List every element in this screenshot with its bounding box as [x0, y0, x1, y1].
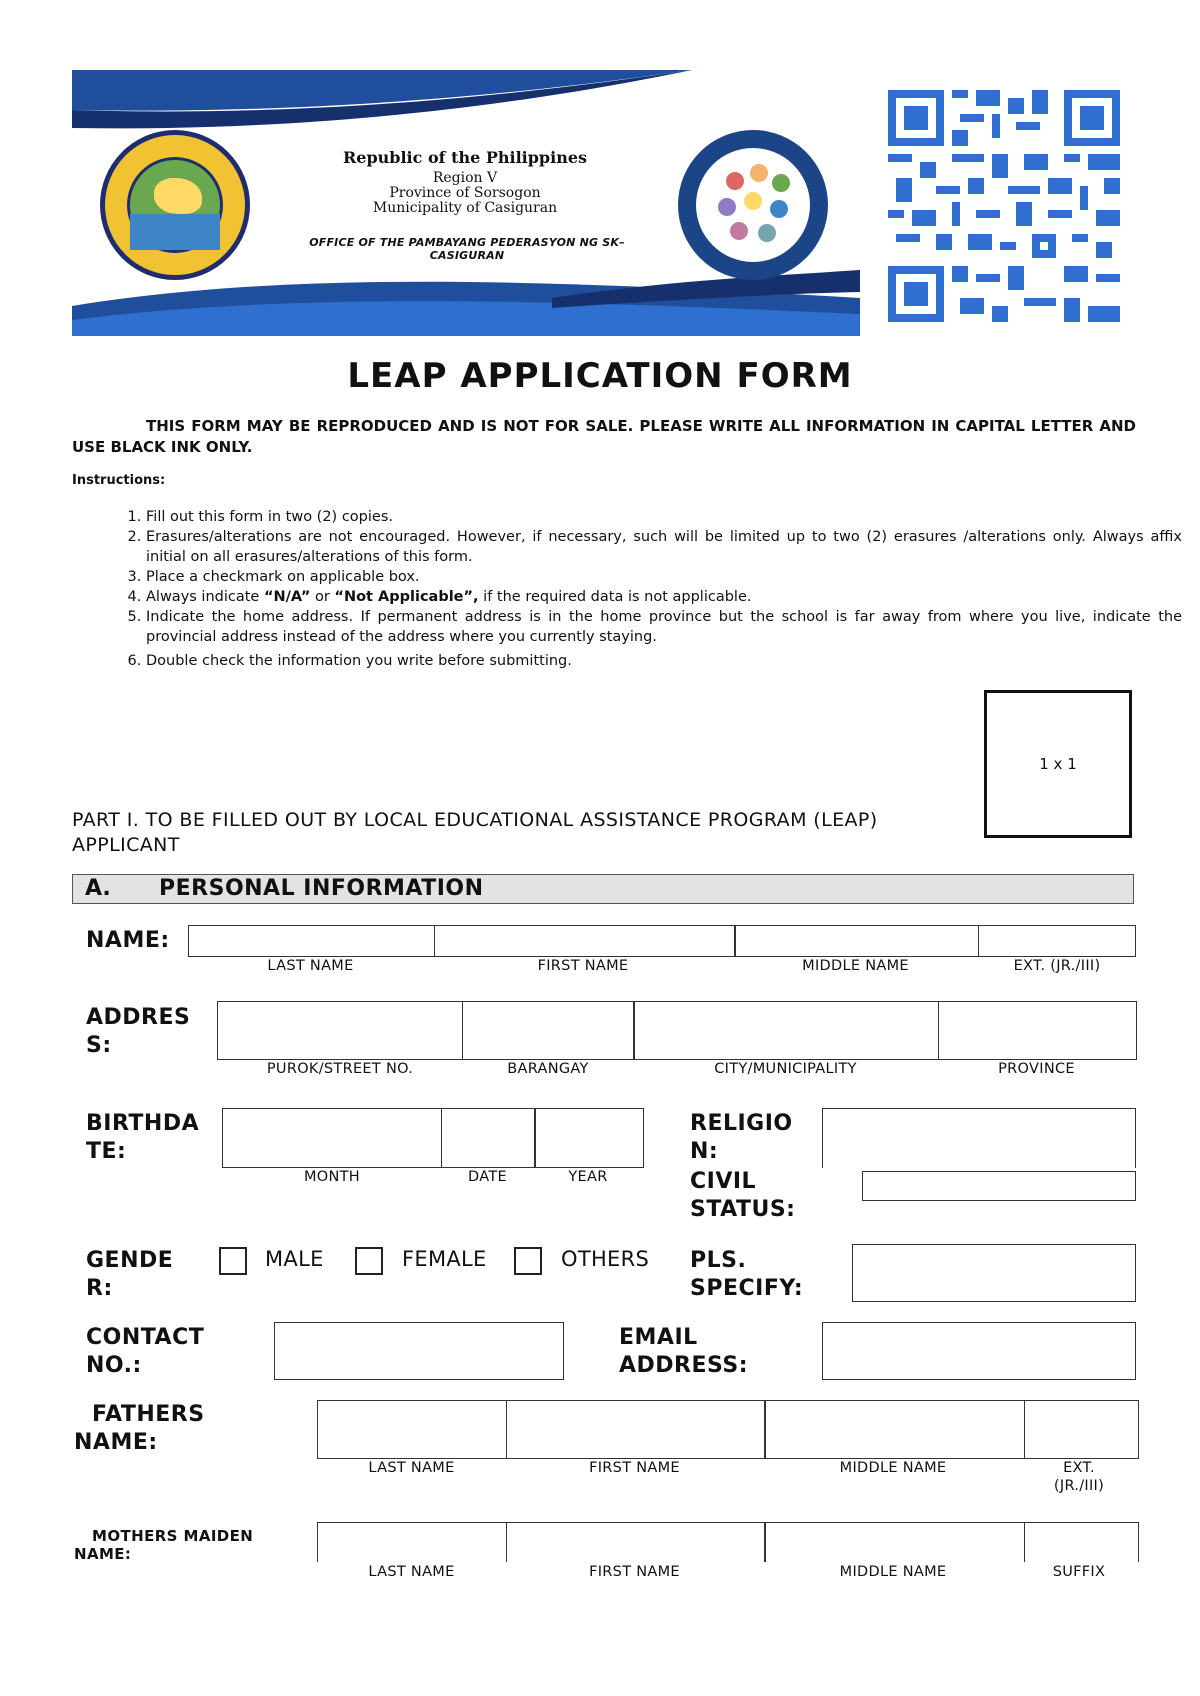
- header-municipality: Municipality of Casiguran: [372, 200, 558, 216]
- mother-last-name-field[interactable]: [317, 1522, 507, 1562]
- gender-option-label: OTHERS: [561, 1247, 650, 1271]
- address-fields: [217, 1001, 1137, 1060]
- address-label-line: ADDRES: [86, 1005, 191, 1030]
- birthdate-label-line: BIRTHDA: [86, 1111, 200, 1136]
- father-first-name-field[interactable]: [506, 1400, 766, 1459]
- instruction-item: 5. Indicate the home address. If permanent address is in the home province but the school is far away from where you live, indicate the provincial address instead of the address where you currently staying.: [146, 607, 1182, 647]
- sub-label: MIDDLE NAME: [839, 1564, 947, 1580]
- first-name-field[interactable]: [434, 925, 736, 957]
- religion-label-line: RELIGIO: [690, 1111, 793, 1136]
- birth-date-field[interactable]: [441, 1108, 536, 1168]
- gender-others-checkbox[interactable]: [514, 1247, 542, 1275]
- mother-first-name-field[interactable]: [506, 1522, 766, 1562]
- contact-label-line: CONTACT: [86, 1325, 205, 1350]
- religion-label-line: N:: [690, 1139, 719, 1164]
- header-province: Province of Sorsogon: [389, 185, 541, 201]
- birth-year-field[interactable]: [534, 1108, 644, 1168]
- photo-box[interactable]: [984, 690, 1132, 838]
- header-region: Region V: [432, 170, 498, 186]
- form-title: LEAP APPLICATION FORM: [347, 356, 853, 396]
- email-label-line: ADDRESS:: [619, 1353, 749, 1378]
- instruction-4-or: or: [310, 589, 335, 605]
- specify-label: [690, 1247, 803, 1303]
- sub-label: PUROK/STREET NO.: [266, 1061, 414, 1077]
- section-a-letter: A.: [85, 876, 111, 901]
- religion-field[interactable]: [822, 1108, 1136, 1168]
- photo-label: 1 x 1: [1039, 755, 1077, 773]
- contact-label-line: NO.:: [86, 1353, 142, 1378]
- name-ext-field[interactable]: [978, 925, 1136, 957]
- civil-status-label-line: CIVIL: [690, 1169, 757, 1194]
- sub-label: EXT. (JR./III): [1013, 958, 1101, 974]
- province-field[interactable]: [938, 1001, 1137, 1060]
- sk-federation-seal-logo: [678, 130, 828, 280]
- city-municipality-field[interactable]: [633, 1001, 939, 1060]
- section-a-header: [72, 874, 1134, 904]
- mother-middle-name-field[interactable]: [764, 1522, 1025, 1562]
- father-name-fields: [317, 1400, 1139, 1459]
- instruction-item: 6. Double check the information you write before submitting.: [146, 651, 1182, 671]
- father-ext-field[interactable]: [1024, 1400, 1139, 1459]
- mother-label-line: MOTHERS MAIDEN: [92, 1527, 254, 1545]
- gender-male-checkbox[interactable]: [219, 1247, 247, 1275]
- address-label: [86, 1004, 190, 1060]
- gender-option-label: MALE: [265, 1247, 324, 1271]
- gender-label-line: R:: [86, 1276, 113, 1301]
- instruction-4-rest: if the required data is not applicable.: [483, 589, 752, 605]
- mother-label-line: NAME:: [74, 1545, 132, 1563]
- mother-suffix-field[interactable]: [1024, 1522, 1139, 1562]
- barangay-field[interactable]: [462, 1001, 635, 1060]
- sub-label: FIRST NAME: [589, 1564, 680, 1580]
- qr-code-icon: [888, 90, 1120, 322]
- email-label-line: EMAIL: [619, 1325, 698, 1350]
- gender-female-checkbox[interactable]: [355, 1247, 383, 1275]
- sub-label: LAST NAME: [267, 958, 354, 974]
- sub-label: FIRST NAME: [537, 958, 629, 974]
- religion-label: [690, 1110, 793, 1166]
- father-middle-name-field[interactable]: [764, 1400, 1025, 1459]
- father-last-name-field[interactable]: [317, 1400, 507, 1459]
- name-fields: [188, 925, 1136, 957]
- sub-label: MIDDLE NAME: [802, 958, 909, 974]
- sub-label: EXT.: [1063, 1460, 1095, 1476]
- birthdate-label: [86, 1110, 199, 1166]
- instruction-4-prefix: Always indicate: [146, 589, 264, 605]
- sub-label: LAST NAME: [368, 1460, 455, 1476]
- sub-label: MONTH: [303, 1169, 361, 1185]
- father-label-line: FATHERS: [92, 1402, 205, 1427]
- instruction-4-not-applicable: “Not Applicable”,: [334, 589, 479, 605]
- gender-label-line: GENDE: [86, 1248, 174, 1273]
- header-office: OFFICE OF THE PAMBAYANG PEDERASYON NG SK–CASIGURAN: [309, 236, 625, 262]
- sub-label: BARANGAY: [507, 1061, 589, 1077]
- birthdate-fields: [222, 1108, 644, 1168]
- sub-label: MIDDLE NAME: [839, 1460, 947, 1476]
- sub-label: DATE: [468, 1169, 507, 1185]
- header-republic: Republic of the Philippines: [342, 148, 588, 167]
- address-label-line: S:: [86, 1033, 112, 1058]
- municipality-seal-logo: [100, 130, 250, 280]
- birth-month-field[interactable]: [222, 1108, 442, 1168]
- instruction-item: [146, 587, 1182, 607]
- sub-label: FIRST NAME: [589, 1460, 680, 1476]
- instructions-title: Instructions:: [72, 473, 166, 488]
- instruction-4-na: “N/A”: [263, 589, 311, 605]
- contact-number-field[interactable]: [274, 1322, 564, 1380]
- email-address-field[interactable]: [822, 1322, 1136, 1380]
- last-name-field[interactable]: [188, 925, 435, 957]
- form-notice: THIS FORM MAY BE REPRODUCED AND IS NOT FOR SALE. PLEASE WRITE ALL INFORMATION IN CAPITAL LETTER AND USE BLACK INK ONLY.: [72, 417, 1136, 456]
- contact-label: [86, 1324, 204, 1380]
- sub-label: SUFFIX: [1052, 1564, 1106, 1580]
- civil-status-label: [690, 1168, 795, 1224]
- mother-name-label: [74, 1527, 253, 1563]
- sub-label: (JR./III): [1053, 1478, 1105, 1494]
- gender-label: [86, 1247, 173, 1303]
- sub-label: PROVINCE: [998, 1061, 1075, 1077]
- middle-name-field[interactable]: [734, 925, 979, 957]
- instruction-item: 1. Fill out this form in two (2) copies.: [146, 507, 1182, 527]
- section-a-title: PERSONAL INFORMATION: [159, 876, 484, 901]
- instruction-item: 2. Erasures/alterations are not encouraged. However, if necessary, such will be limited up to two (2) erasures /alterations only. Always affix initial on all erasures/alterations of this form.: [146, 527, 1182, 567]
- sub-label: CITY/MUNICIPALITY: [714, 1061, 857, 1077]
- civil-status-field[interactable]: [862, 1171, 1136, 1201]
- purok-street-field[interactable]: [217, 1001, 463, 1060]
- sub-label: YEAR: [568, 1169, 608, 1185]
- instruction-item: 3. Place a checkmark on applicable box.: [146, 567, 1182, 587]
- name-label: NAME:: [86, 928, 170, 953]
- sub-label: LAST NAME: [368, 1564, 455, 1580]
- specify-label-line: SPECIFY:: [690, 1276, 804, 1301]
- email-label: [619, 1324, 748, 1380]
- gender-option-label: FEMALE: [402, 1247, 487, 1271]
- father-label-line: NAME:: [74, 1430, 158, 1455]
- birthdate-label-line: TE:: [86, 1139, 127, 1164]
- civil-status-label-line: STATUS:: [690, 1197, 796, 1222]
- mother-name-fields: [317, 1522, 1139, 1562]
- part1-heading: PART I. TO BE FILLED OUT BY LOCAL EDUCATIONAL ASSISTANCE PROGRAM (LEAP) APPLICANT: [72, 809, 878, 856]
- specify-label-line: PLS.: [690, 1248, 747, 1273]
- father-name-label: [74, 1401, 205, 1457]
- instructions-list: [100, 507, 1182, 671]
- gender-specify-field[interactable]: [852, 1244, 1136, 1302]
